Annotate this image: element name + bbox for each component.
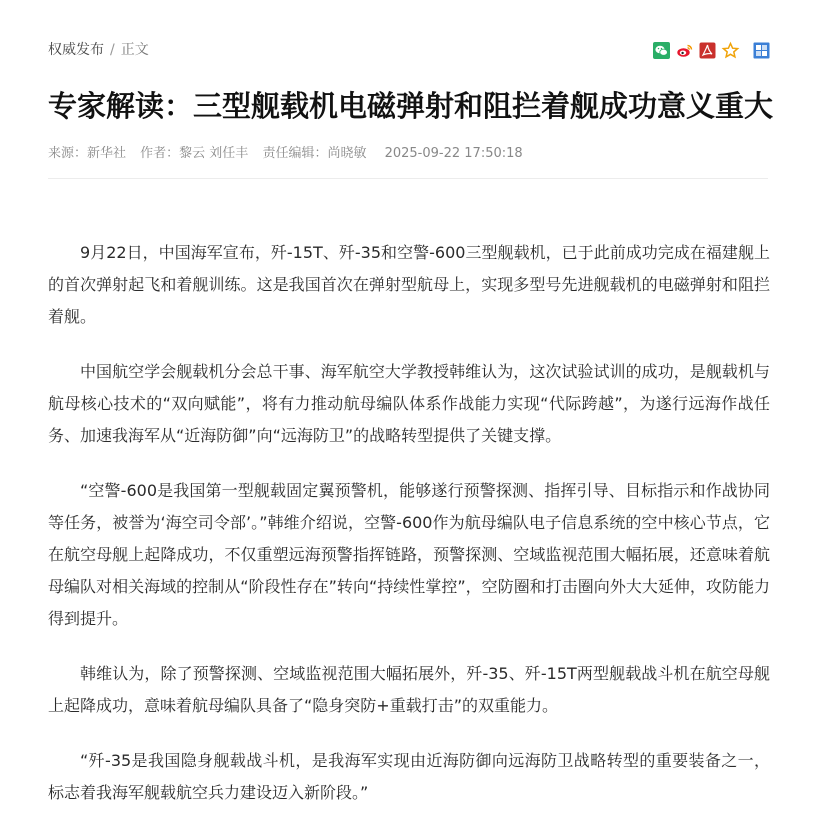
article-editor: 责任编辑：尚晓敏	[262, 146, 367, 161]
article-title: 专家解读：三型舰载机电磁弹射和阻拦着舰成功意义重大	[48, 89, 774, 123]
wechat-icon[interactable]	[653, 42, 670, 59]
article-timestamp: 2025-09-22 17:50:18	[384, 146, 523, 161]
article-paragraph: 中国航空学会舰载机分会总干事、海军航空大学教授韩维认为，这次试验试训的成功，是舰载机与航母核心技术的“双向赋能”，将有力推动航母编队体系作战能力实现“代际跨越”，为遂行远海作战任务、加速我海军从“近海防御”向“远海防卫”的战略转型提供了关键支撑。	[48, 362, 770, 445]
article-source: 来源：新华社	[48, 146, 127, 161]
meta-divider	[48, 178, 768, 179]
article-paragraph: “歼-35是我国隐身舰载战斗机，是我海军实现由近海防御向远海防卫战略转型的重要装备之一，标志着我海军舰载航空兵力建设迈入新阶段。”	[48, 751, 770, 802]
breadcrumb-section-link[interactable]: 权威发布	[48, 42, 104, 58]
breadcrumb-row	[48, 38, 770, 62]
weibo-icon[interactable]	[676, 42, 693, 59]
article-meta	[48, 144, 768, 164]
article-paragraph: 韩维认为，除了预警探测、空域监视范围大幅拓展外，歼-35、歼-15T两型舰载战斗机在航空母舰上起降成功，意味着航母编队具备了“隐身突防+重载打击”的双重能力。	[48, 664, 770, 715]
article-paragraph: “空警-600是我国第一型舰载固定翼预警机，能够遂行预警探测、指挥引导、目标指示和作战协同等任务，被誉为‘海空司令部’。”韩维介绍说，空警-600作为航母编队电子信息系统的空中核心节点，它在航空母舰上起降成功，不仅重塑远海预警指挥链路，预警探测、空域监视范围大幅拓展，还意味着航母编队对相关海域的控制从“阶段性存在”转向“持续性掌控”，空防圈和打击圈向外大大延伸，攻防能力得到提升。	[48, 481, 770, 628]
more-share-icon[interactable]	[753, 42, 770, 59]
article-author: 作者：黎云 刘任丰	[140, 146, 249, 161]
favorite-icon[interactable]	[722, 42, 739, 59]
breadcrumb-separator: /	[110, 42, 115, 58]
article-paragraph: 9月22日，中国海军宣布，歼-15T、歼-35和空警-600三型舰载机，已于此前成功完成在福建舰上的首次弹射起飞和着舰训练。这是我国首次在弹射型航母上，实现多型号先进舰载机的电磁弹射和阻拦着舰。	[48, 243, 770, 326]
breadcrumb-current: 正文	[120, 42, 149, 58]
pdf-icon[interactable]	[699, 42, 716, 59]
article-body	[48, 237, 770, 832]
share-toolbar	[647, 42, 770, 59]
